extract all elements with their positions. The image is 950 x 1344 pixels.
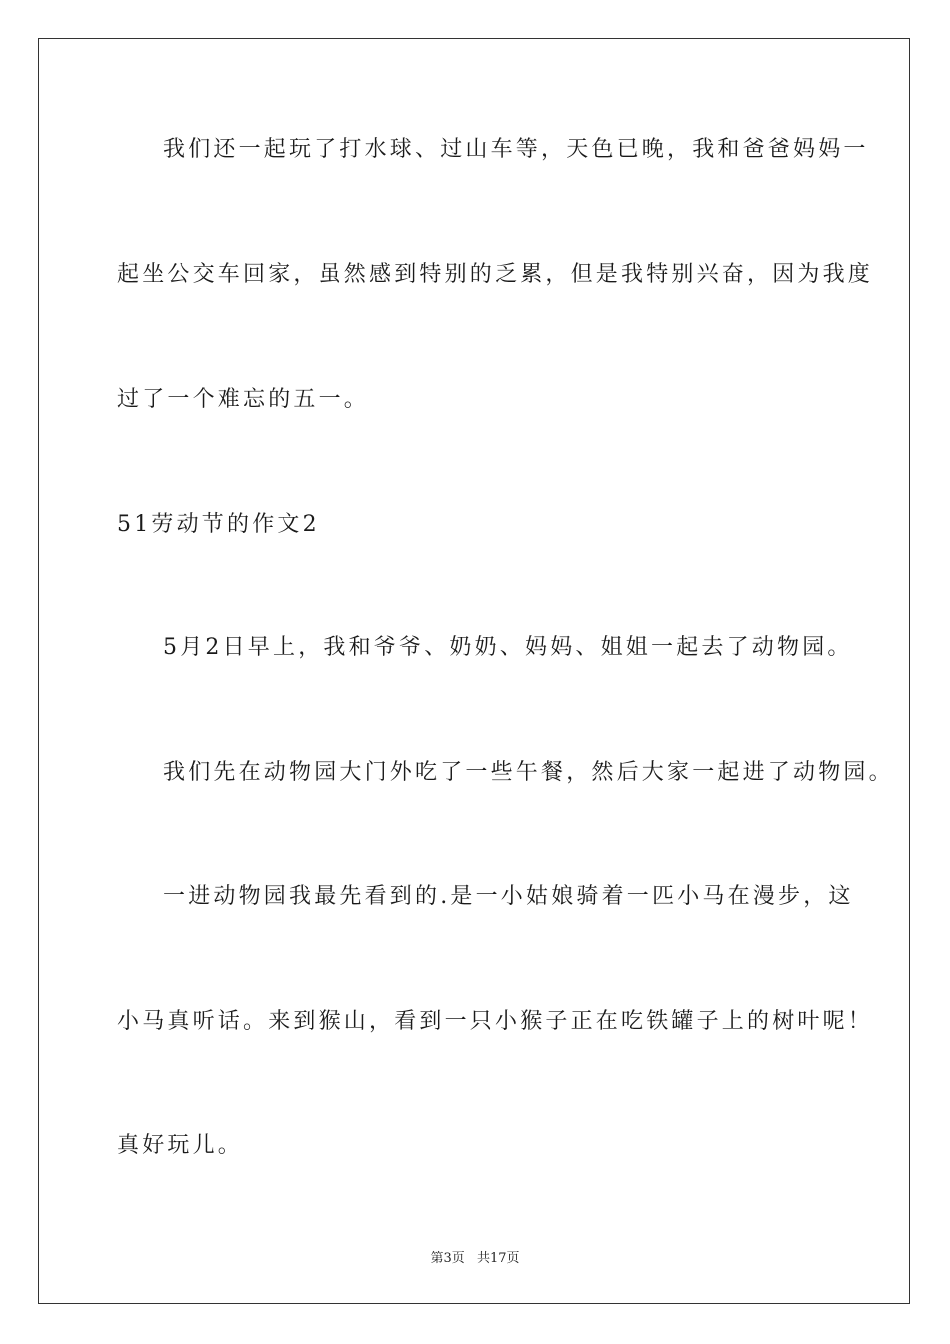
paragraph-line: 一进动物园我最先看到的.是一小姑娘骑着一匹小马在漫步，这 (163, 884, 854, 909)
page-border (38, 38, 910, 1304)
paragraph-line: 起坐公交车回家，虽然感到特别的乏累，但是我特别兴奋，因为我度 (117, 262, 874, 287)
page-total: 共17页 (476, 1251, 520, 1266)
paragraph-line: 5月2日早上，我和爷爷、奶奶、妈妈、姐姐一起去了动物园。 (163, 635, 853, 660)
paragraph-line: 过了一个难忘的五一。 (117, 387, 370, 412)
paragraph-line: 小马真听话。来到猴山，看到一只小猴子正在吃铁罐子上的树叶呢！ (117, 1009, 874, 1034)
paragraph-line: 我们还一起玩了打水球、过山车等，天色已晚，我和爸爸妈妈一 (163, 137, 869, 162)
page-footer (0, 1247, 950, 1266)
paragraph-line: 真好玩儿。 (117, 1133, 244, 1158)
section-heading: 51劳动节的作文2 (117, 512, 320, 537)
page-number: 第3页 (430, 1251, 465, 1266)
paragraph-line: 我们先在动物园大门外吃了一些午餐，然后大家一起进了动物园。 (163, 760, 894, 785)
